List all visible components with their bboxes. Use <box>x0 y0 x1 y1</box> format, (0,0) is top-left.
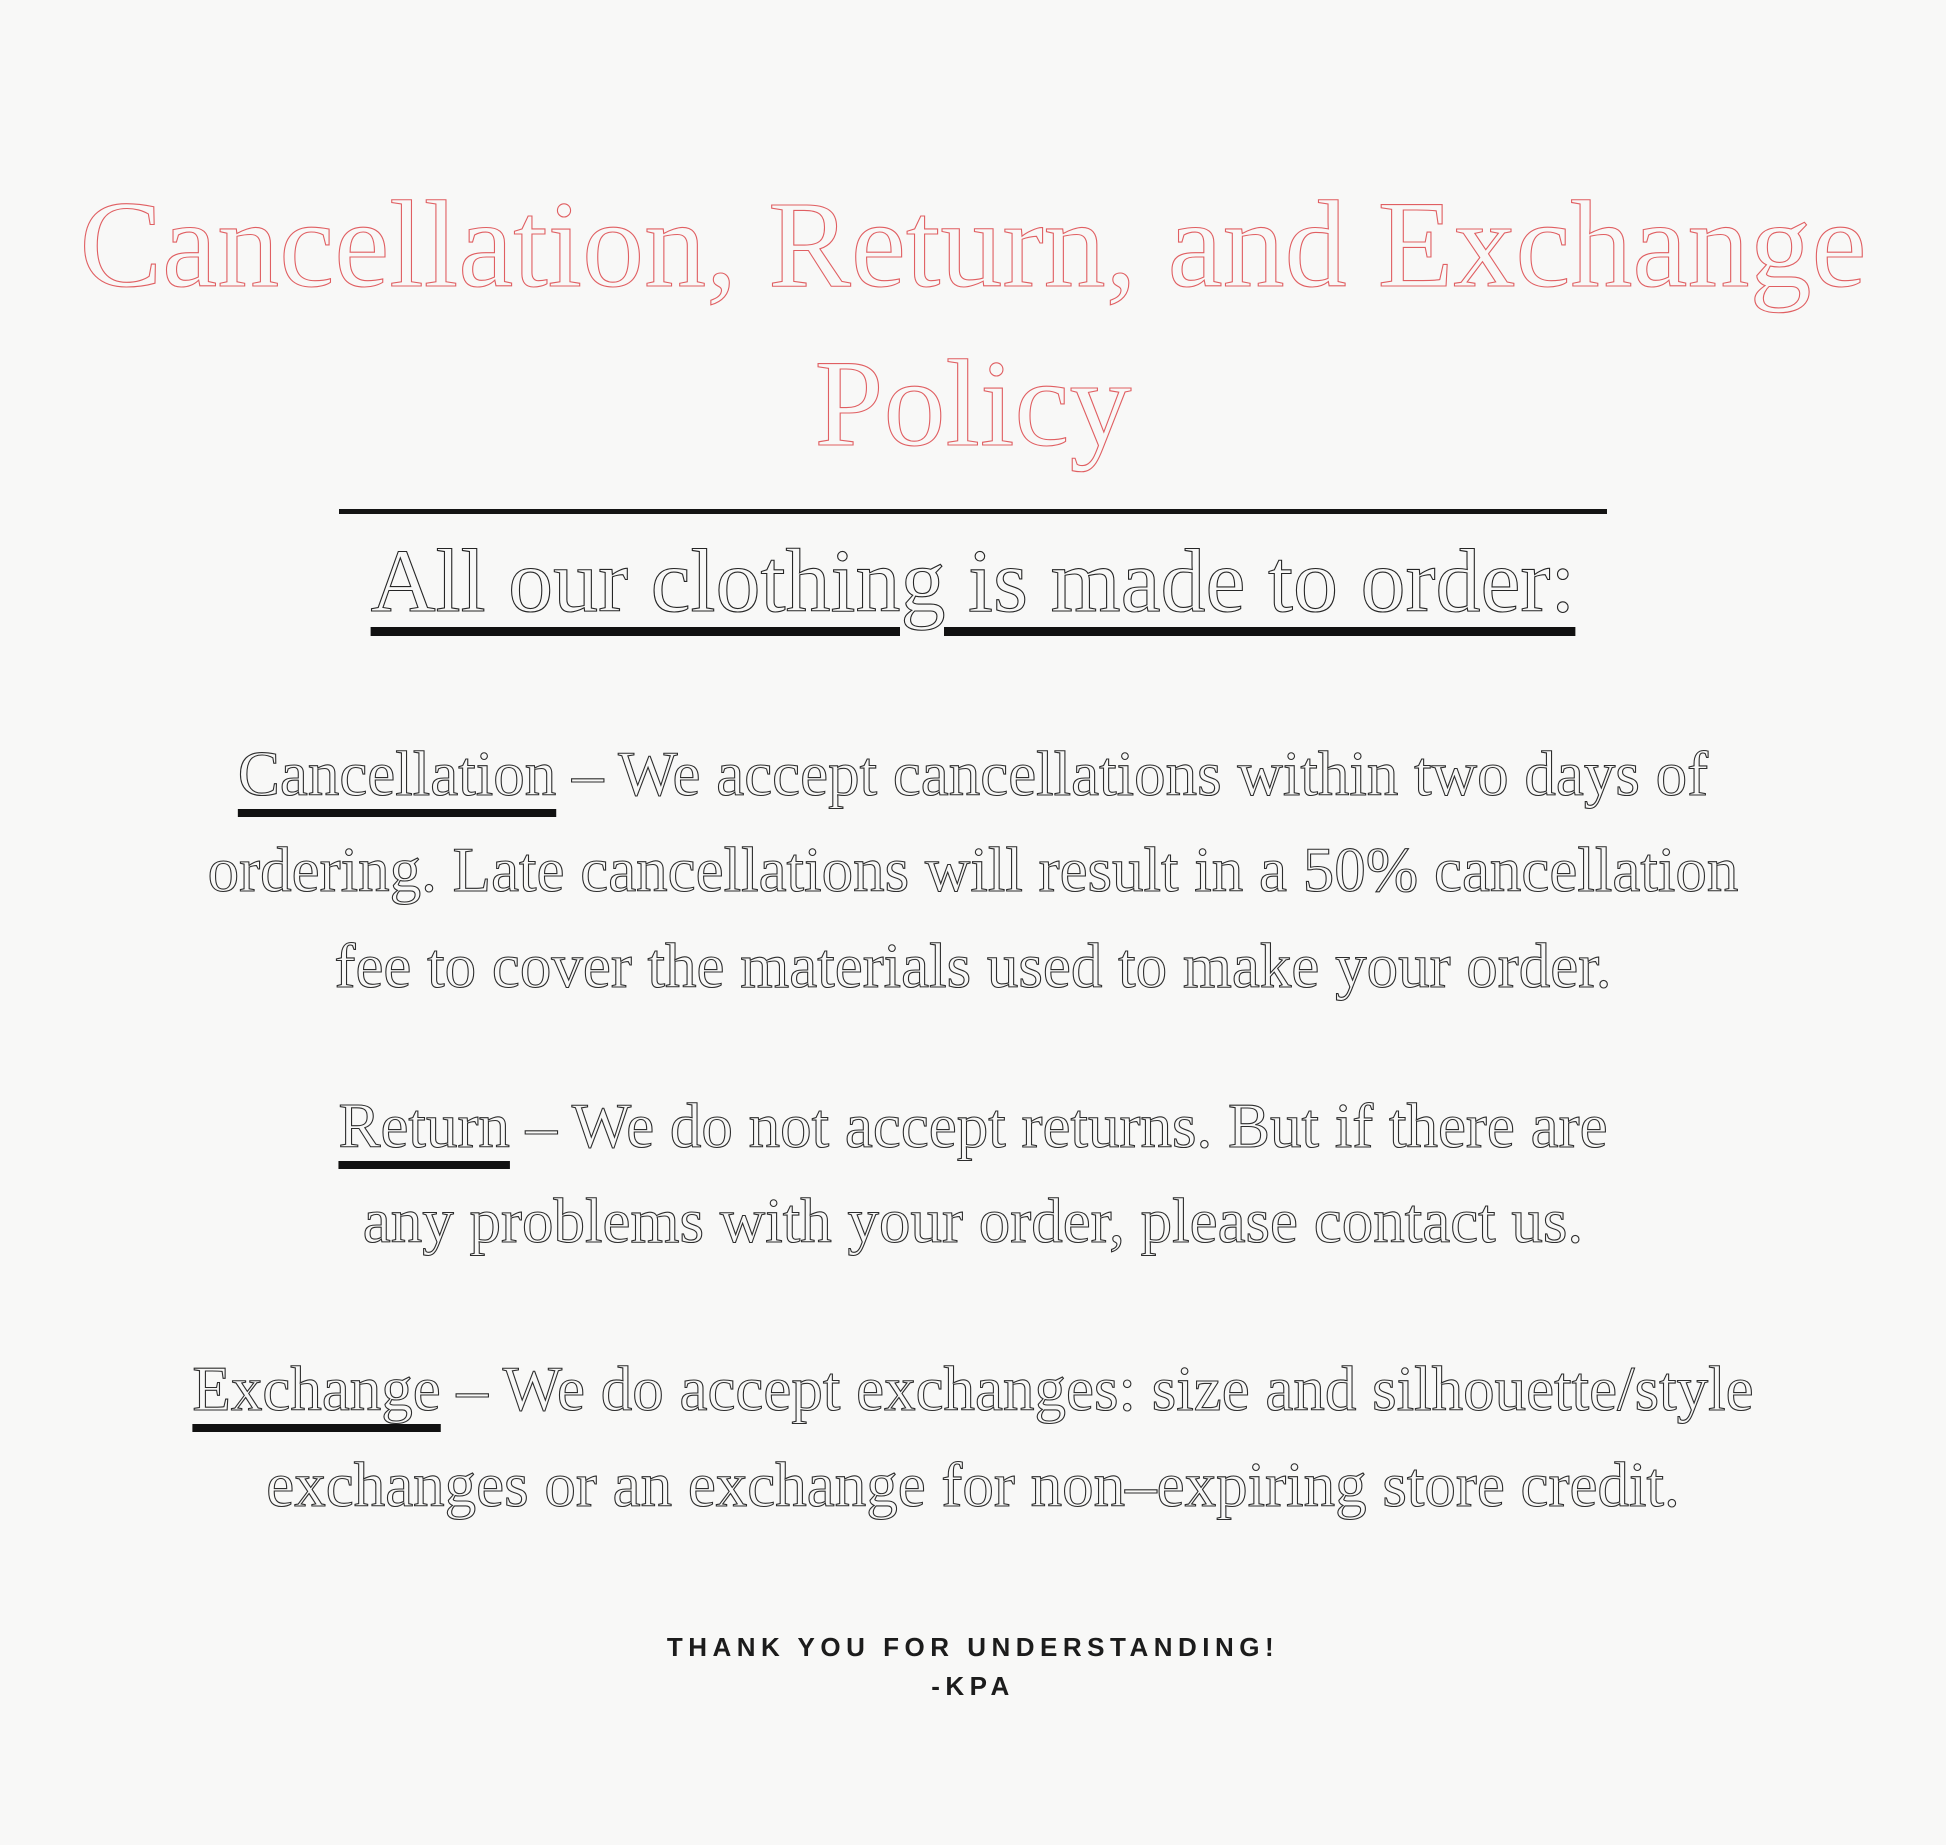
policy-label-exchange: Exchange <box>192 1354 441 1425</box>
policy-text-cancellation: – We accept cancellations within two days of ordering. Late cancellations will result in a 50% cancellation fee to cover the materials used to make your order. <box>207 739 1739 1001</box>
policy-paragraph-exchange <box>88 1342 1858 1534</box>
policy-paragraph-cancellation <box>153 727 1793 1014</box>
policy-label-cancellation: Cancellation <box>237 739 557 810</box>
policy-paragraph-return <box>73 1079 1873 1271</box>
page-title-line-1: Cancellation, Return, and Exchange <box>79 176 1867 313</box>
footer-thanks-text: THANK YOU FOR UNDERSTANDING! <box>666 1631 1280 1662</box>
footer-note <box>0 1628 1946 1706</box>
page-title-line-2: Policy <box>814 334 1132 472</box>
policy-label-return: Return <box>338 1090 510 1161</box>
policy-text-return: – We do not accept returns. But if there are any problems with your order, please contact us. <box>362 1090 1608 1257</box>
subtitle-text: All our clothing is made to order: <box>370 532 1576 632</box>
subtitle-heading <box>0 530 1946 633</box>
title-divider <box>339 509 1607 514</box>
policy-text-exchange: – We do accept exchanges: size and silhouette/style exchanges or an exchange for non–expiring store credit. <box>266 1354 1754 1520</box>
footer-signature: -KPA <box>931 1670 1015 1701</box>
page-title <box>0 166 1946 483</box>
